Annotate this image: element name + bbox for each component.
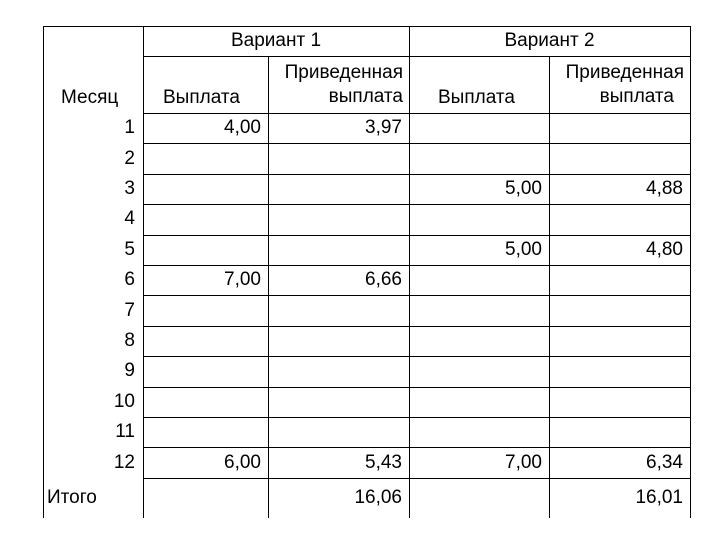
row-divider <box>143 326 690 327</box>
reduced-v2-cell: 4,88 <box>646 178 683 199</box>
variant2-header: Вариант 2 <box>504 30 595 51</box>
payment-v1-header: Выплата <box>163 87 240 108</box>
row-divider <box>143 113 690 114</box>
month-cell: 10 <box>113 390 135 412</box>
month-cell: 12 <box>113 451 135 473</box>
month-cell: 9 <box>124 360 135 382</box>
row-divider <box>143 295 690 296</box>
row-divider <box>143 235 690 236</box>
row-divider <box>143 478 690 479</box>
total-reduced-v1: 16,06 <box>354 486 402 508</box>
reduced-v1-cell: 6,66 <box>365 269 402 291</box>
month-cell: 8 <box>124 330 135 351</box>
month-cell: 2 <box>124 147 135 169</box>
payment-v2-cell: 5,00 <box>505 238 542 260</box>
month-cell: 11 <box>115 421 135 443</box>
reduced-v1-cell: 5,43 <box>365 451 402 473</box>
payment-v1-cell: 6,00 <box>224 451 261 473</box>
payment-v2-header: Выплата <box>438 87 515 108</box>
reduced-v2-cell: 6,34 <box>646 451 683 473</box>
payment-v2-cell: 7,00 <box>505 451 542 473</box>
payment-v1-cell: 4,00 <box>224 117 261 139</box>
reduced-v2-header-line2: выплата <box>599 86 674 107</box>
header-divider <box>143 56 690 57</box>
col-divider-3 <box>409 26 410 518</box>
table-border-top <box>43 26 691 27</box>
payment-v1-cell: 7,00 <box>224 269 261 291</box>
month-cell: 1 <box>124 117 135 139</box>
month-cell: 6 <box>124 269 135 291</box>
row-divider <box>143 417 690 418</box>
col-divider-4 <box>549 56 550 518</box>
month-cell: 3 <box>124 178 135 199</box>
month-cell: 5 <box>124 238 135 260</box>
reduced-v1-cell: 3,97 <box>365 117 402 139</box>
row-divider <box>143 387 690 388</box>
month-cell: 7 <box>124 299 135 321</box>
table-border-right <box>690 26 691 518</box>
row-divider <box>143 356 690 357</box>
month-cell: 4 <box>124 208 135 230</box>
row-divider <box>143 204 690 205</box>
total-label: Итого <box>47 486 97 508</box>
reduced-v1-header-line2: выплата <box>328 86 403 107</box>
variant1-header: Вариант 1 <box>230 30 322 51</box>
payment-v2-cell: 5,00 <box>505 178 542 199</box>
row-divider <box>143 174 690 175</box>
reduced-v2-header-line1: Приведенная <box>565 62 684 83</box>
month-header: Месяц <box>61 87 119 108</box>
row-divider <box>143 447 690 448</box>
total-reduced-v2: 16,01 <box>635 486 683 508</box>
reduced-v2-cell: 4,80 <box>646 238 683 260</box>
reduced-v1-header-line1: Приведенная <box>284 62 403 83</box>
row-divider <box>143 265 690 266</box>
row-divider <box>143 143 690 144</box>
